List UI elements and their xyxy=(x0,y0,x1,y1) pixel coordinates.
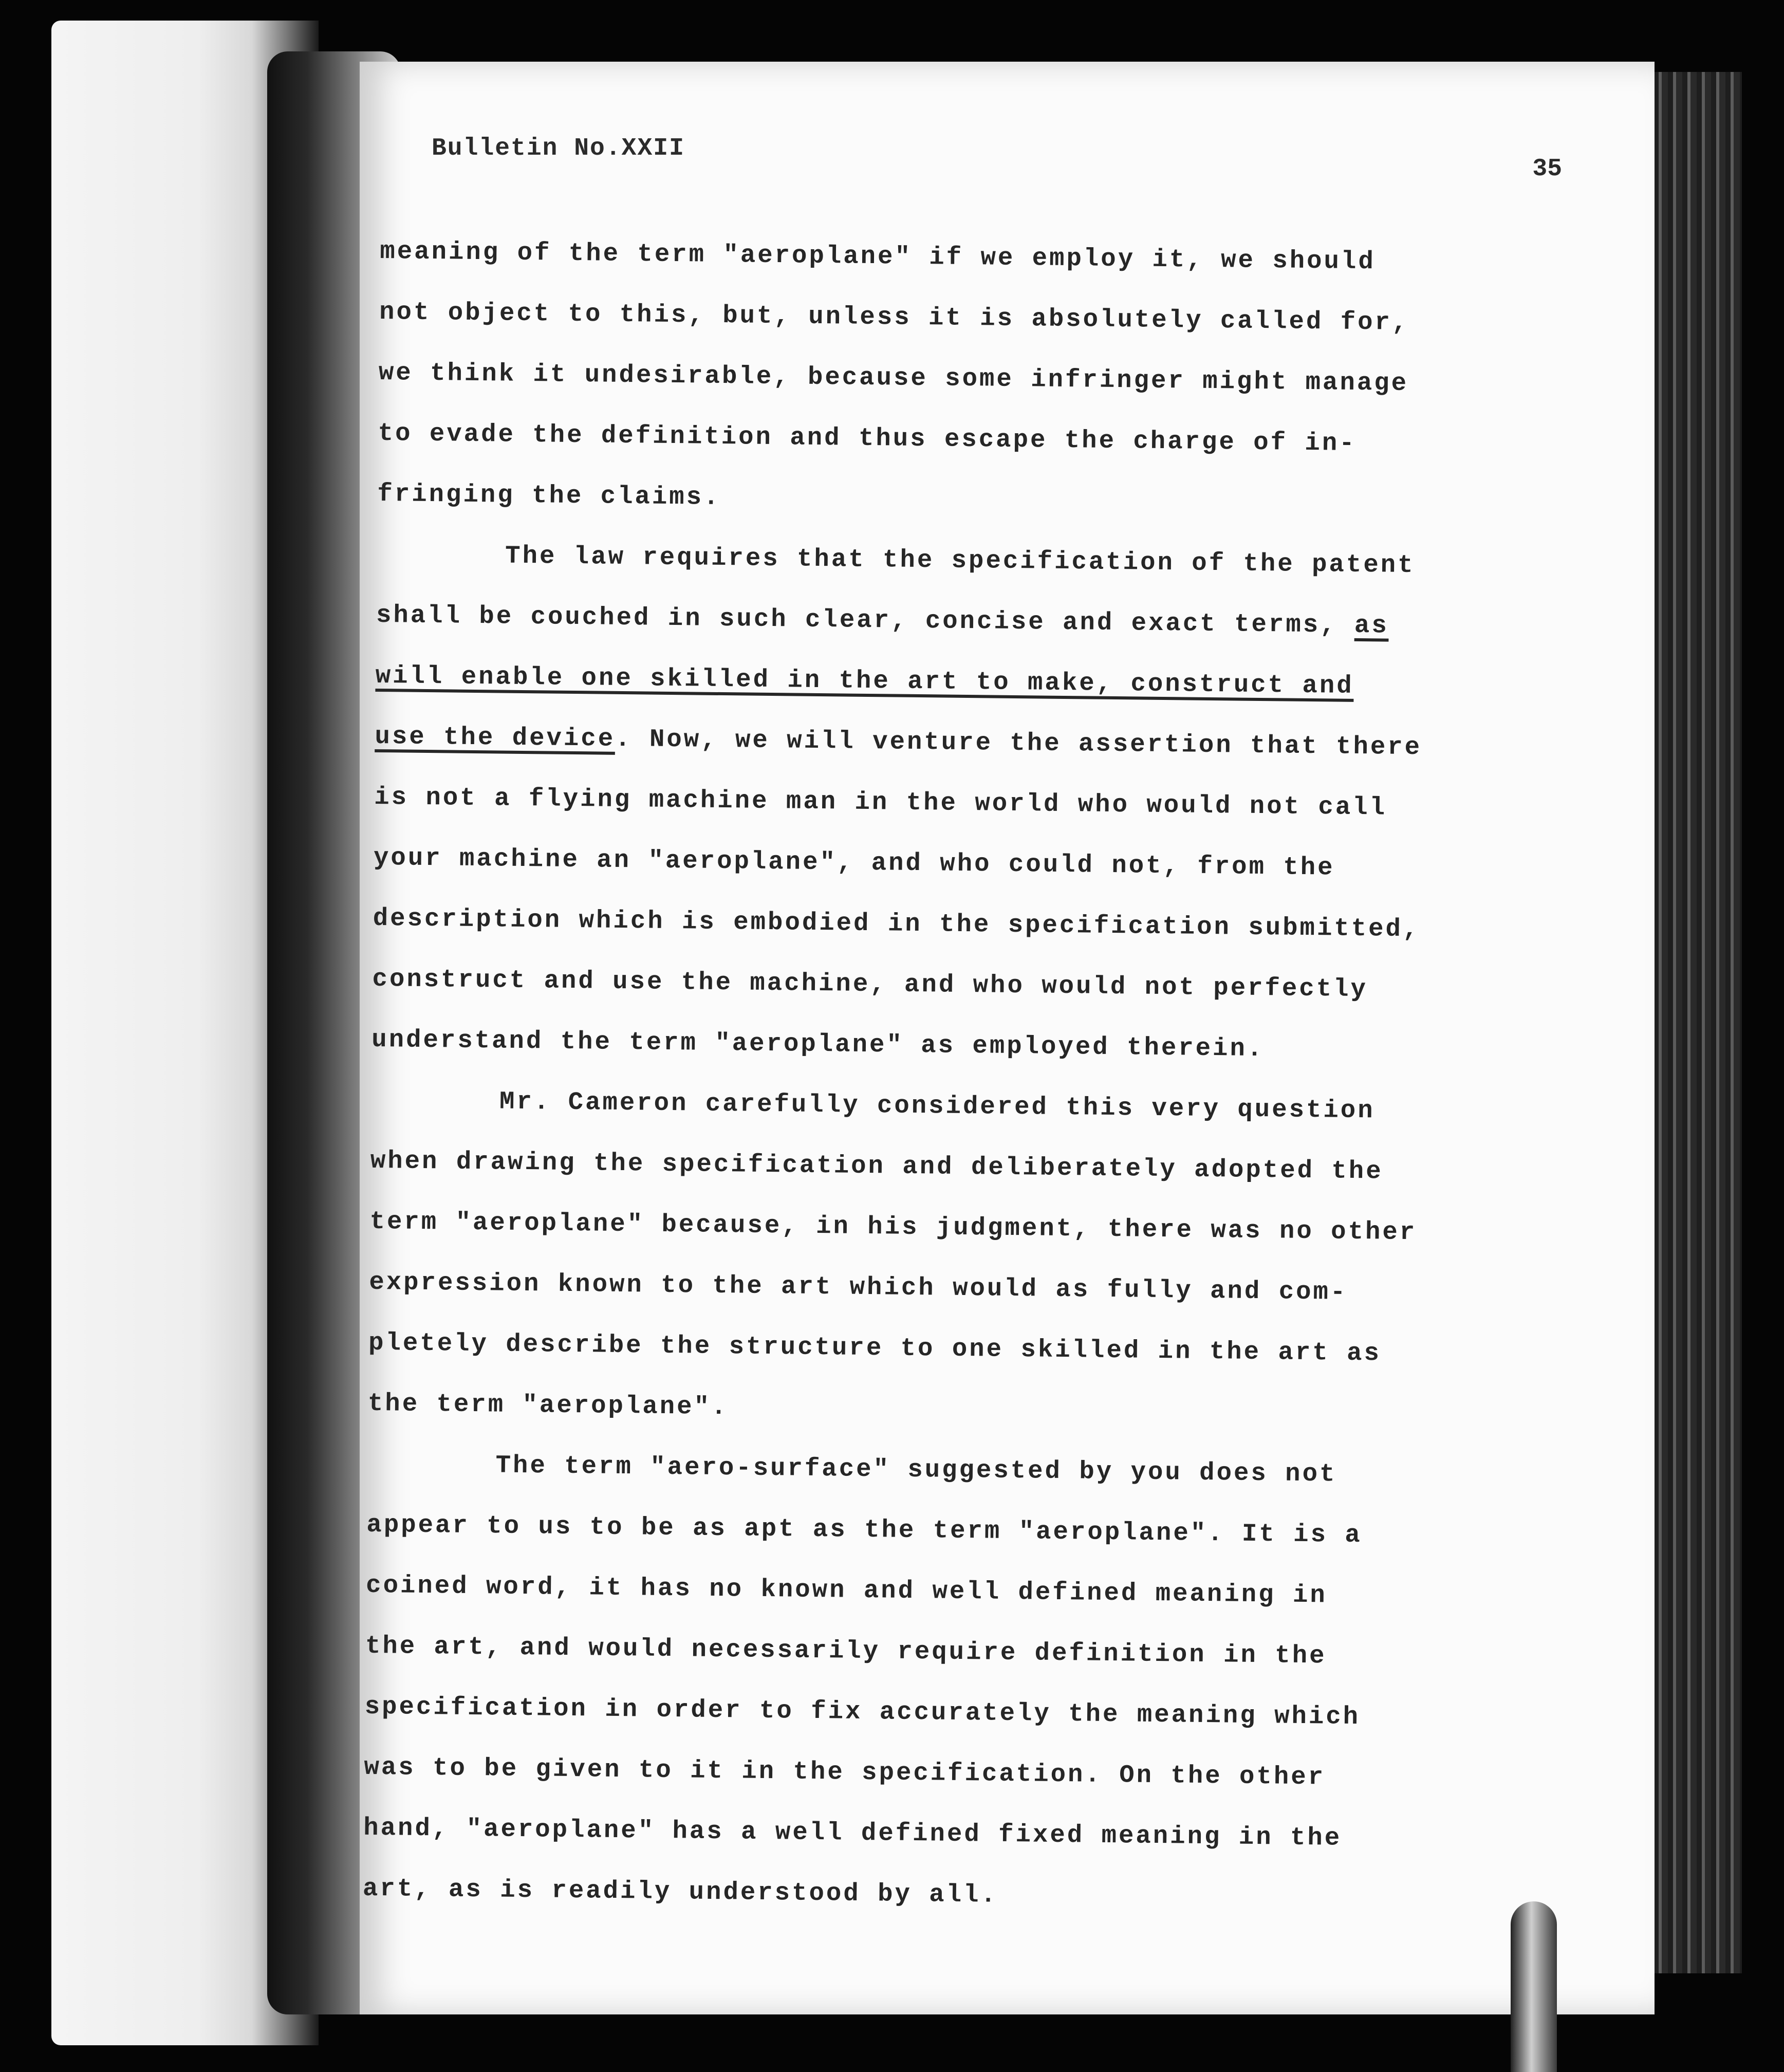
text-line: not object to this, but, unless it is absolutely called for, xyxy=(379,297,1409,337)
text-line: the art, and would necessarily require definition in the xyxy=(365,1631,1327,1671)
text-line: construct and use the machine, and who would not perfectly xyxy=(372,964,1368,1004)
paragraph-start-line: The law requires that the specification of the patent xyxy=(505,541,1415,580)
underlined-text-line: will enable one skilled in the art to make, construct and xyxy=(375,661,1354,700)
text-line: term "aeroplane" because, in his judgment, there was no other xyxy=(369,1207,1417,1247)
page-header xyxy=(432,135,1562,186)
text-line: coined word, it has no known and well defined meaning in xyxy=(365,1570,1328,1610)
text-line: hand, "aeroplane" has a well defined fixed meaning in the xyxy=(363,1813,1342,1853)
text-line: expression known to the art which would as fully and com- xyxy=(369,1267,1348,1307)
text-line: understand the term "aeroplane" as employed therein. xyxy=(371,1025,1265,1064)
text-line: description which is embodied in the specification submitted, xyxy=(373,903,1420,944)
text-span: . Now, we will venture the assertion that there xyxy=(615,724,1422,762)
text-line: fringing the claims. xyxy=(377,479,721,512)
text-line: the term "aeroplane". xyxy=(367,1389,729,1422)
page-fore-edge xyxy=(1639,72,1742,1973)
page-body-text xyxy=(362,221,1551,1931)
text-line: we think it undesirable, because some infringer might manage xyxy=(378,358,1409,398)
text-line: is not a flying machine man in the world who would not call xyxy=(374,782,1387,822)
text-line: to evade the definition and thus escape the charge of in- xyxy=(378,418,1356,458)
page-number: 35 xyxy=(1532,155,1562,183)
text-line: was to be given to it in the specification. On the other xyxy=(364,1752,1326,1792)
text-line: your machine an "aeroplane", and who could not, from the xyxy=(373,843,1335,882)
bulletin-title: Bulletin No.XXII xyxy=(432,135,685,162)
text-line: appear to us to be as apt as the term "aeroplane". It is a xyxy=(366,1510,1363,1550)
text-line: when drawing the specification and deliberately adopted the xyxy=(370,1146,1383,1186)
text-span: shall be couched in such clear, concise and exact terms, xyxy=(376,600,1355,640)
underlined-text: use the device xyxy=(375,721,616,753)
text-line: meaning of the term "aeroplane" if we employ it, we should xyxy=(380,236,1376,276)
paragraph-start-line: Mr. Cameron carefully considered this very question xyxy=(499,1087,1375,1125)
text-line: art, as is readily understood by all. xyxy=(362,1874,998,1910)
paragraph-start-line: The term "aero-surface" suggested by you does not xyxy=(495,1451,1337,1489)
text-line: specification in order to fix accurately the meaning which xyxy=(364,1692,1361,1732)
text-line: pletely describe the structure to one skilled in the art as xyxy=(368,1328,1382,1368)
underlined-text: as xyxy=(1354,610,1389,640)
